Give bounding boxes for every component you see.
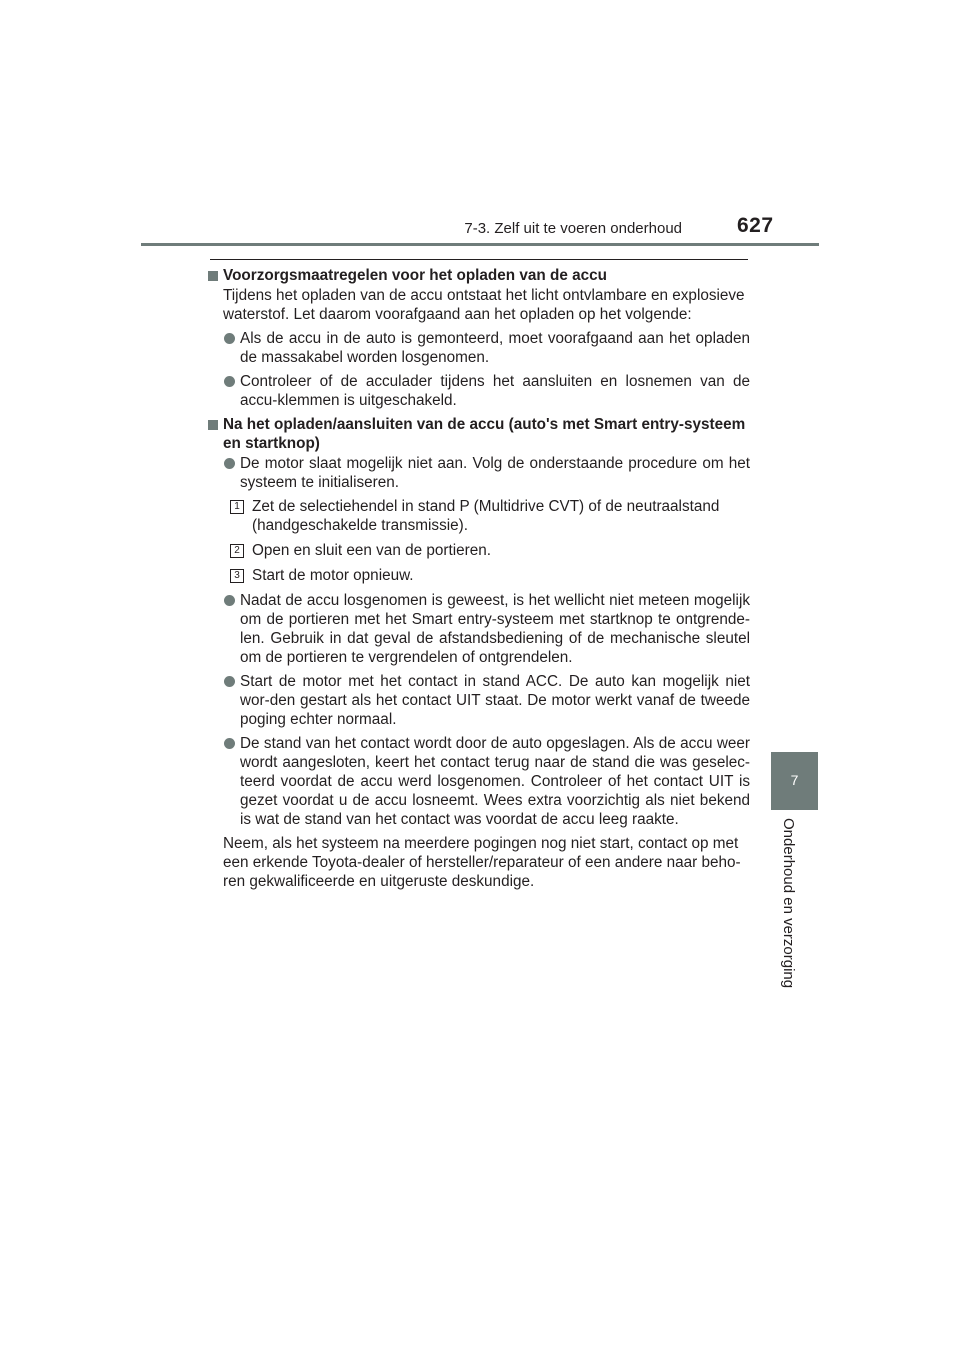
section-heading (208, 266, 750, 285)
bullet-text: Nadat de accu losgenomen is geweest, is het wellicht niet meteen mogelijk om de portieren met het Smart entry-systeem met startknop te ontgrende-len. Gebruik in dat geval de afstandsbediening of de mechanische sleutel om de portieren te vergrendelen of ontgrendelen. (240, 592, 750, 666)
page-number: 627 (737, 214, 774, 237)
chapter-title: Onderhoud en verzorging (780, 818, 797, 989)
bullet-text: Controleer of de acculader tijdens het aansluiten en losnemen van de accu-klemmen is uitgeschakeld. (240, 373, 750, 409)
list-item (208, 672, 750, 729)
round-bullet-icon (224, 595, 235, 606)
step-item (208, 497, 750, 535)
chapter-number: 7 (790, 772, 799, 788)
step-item (208, 541, 750, 560)
closing-paragraph: Neem, als het systeem na meerdere pogingen nog niet start, contact op met een erkende Toyota-dealer of hersteller/reparateur of een andere naar beho-ren gekwalificeerde en uitgeruste deskundige. (223, 835, 741, 890)
content-top-rule (210, 259, 748, 260)
section-after-charging (208, 415, 750, 891)
list-item (208, 734, 750, 829)
chapter-tab[interactable] (771, 752, 818, 810)
heading-text: Voorzorgsmaatregelen voor het opladen van de accu (223, 267, 607, 284)
list-item (208, 454, 750, 492)
square-bullet-icon (208, 420, 218, 430)
page-content (208, 266, 750, 896)
round-bullet-icon (224, 458, 235, 469)
step-text: Start de motor opnieuw. (252, 567, 414, 584)
step-text: Zet de selectiehendel in stand P (Multidrive CVT) of de neutraalstand (handgeschakelde transmissie). (252, 498, 720, 534)
section-heading (208, 415, 750, 453)
step-number-box: 2 (230, 544, 244, 558)
bullet-text: Als de accu in de auto is gemonteerd, moet voorafgaand aan het opladen de massakabel worden losgenomen. (240, 330, 750, 366)
list-item (208, 591, 750, 667)
step-number-box: 3 (230, 569, 244, 583)
step-text: Open en sluit een van de portieren. (252, 542, 491, 559)
step-item (208, 566, 750, 585)
bullet-text: De stand van het contact wordt door de auto opgeslagen. Als de accu weer wordt aangesloten, keert het contact terug naar de stand die was geselec-teerd voordat de accu werd losgenomen. Controleer of het contact UIT is gezet voordat u de accu losneemt. Wees extra voorzichtig als niet bekend is wat de stand van het contact was voordat de accu leeg raakte. (240, 735, 750, 828)
section-title: 7-3. Zelf uit te voeren onderhoud (464, 220, 682, 237)
round-bullet-icon (224, 376, 235, 387)
square-bullet-icon (208, 271, 218, 281)
list-item (208, 372, 750, 410)
step-number-box: 1 (230, 500, 244, 514)
heading-text: Na het opladen/aansluiten van de accu (auto's met Smart entry-systeem en startknop) (223, 416, 746, 452)
intro-paragraph: Tijdens het opladen van de accu ontstaat het licht ontvlambare en explosieve waterstof. Let daarom voorafgaand aan het opladen op het volgende: (223, 287, 745, 323)
section-charging-precautions (208, 266, 750, 410)
bullet-text: De motor slaat mogelijk niet aan. Volg de onderstaande procedure om het systeem te initialiseren. (240, 455, 750, 491)
bullet-text: Start de motor met het contact in stand ACC. De auto kan mogelijk niet wor-den gestart als het contact UIT staat. De motor werkt vanaf de tweede poging echter normaal. (240, 673, 750, 728)
round-bullet-icon (224, 333, 235, 344)
header-rule (141, 243, 819, 246)
round-bullet-icon (224, 676, 235, 687)
round-bullet-icon (224, 738, 235, 749)
list-item (208, 329, 750, 367)
